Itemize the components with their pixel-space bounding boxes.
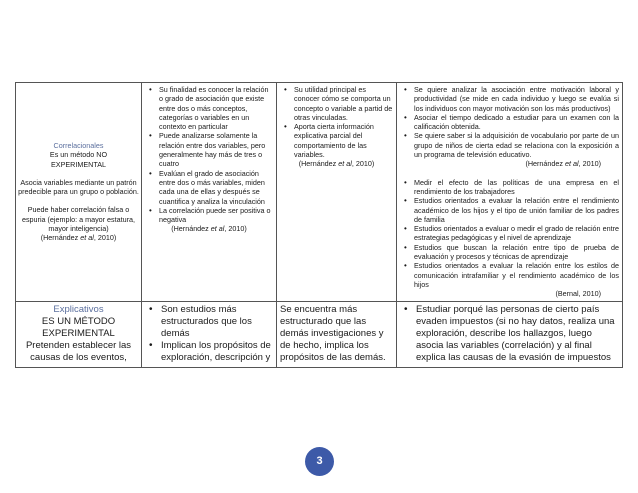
- citation: (Hernández et al, 2010): [298, 159, 375, 169]
- table-row: [16, 83, 623, 302]
- list-item: • Puede analizarse solamente la relación entre dos variables, pero generalmente hay más de tres o cuatro: [145, 131, 273, 168]
- list-item: • Asociar el tiempo dedicado a estudiar para un examen con la calificación obtenida.: [400, 113, 619, 132]
- list-item: • Estudiar porqué las personas de cierto país evaden impuestos (si no hay datos, realiza una exploración, describe los hallazgos, luego asocia las variables (correlación) y al final explica las causas de la evasión de impuestos: [400, 304, 619, 365]
- list-item: • Estudios orientados a evaluar la relación entre los estilos de comunicación intrafamiliar y el rendimiento académico de los hijos: [400, 261, 619, 289]
- category-cell-correlacionales: [16, 83, 142, 302]
- table-row: [16, 301, 623, 367]
- citation: (Hernández et al, 2010): [40, 233, 117, 243]
- category-subtitle: ES UN MÉTODO: [41, 315, 116, 327]
- list-item: • Su finalidad es conocer la relación o grado de asociación que existe entre dos o más conceptos, categorías o variables en un contexto en particular: [145, 85, 273, 131]
- list-item: • Se quiere saber si la adquisición de vocabulario por parte de un grupo de niños de cierta edad se relaciona con la exposición a un programa de televisión educativo.: [400, 131, 619, 159]
- category-description: Pretenden establecer las causas de los eventos,: [25, 340, 132, 364]
- list-item: • La correlación puede ser positiva o negativa: [145, 206, 273, 225]
- category-description: Puede haber correlación falsa o espuria (ejemplo: a mayor estatura, mayor inteligencia): [21, 205, 136, 233]
- category-subtitle: EXPERIMENTAL: [42, 327, 115, 339]
- list-item: • Son estudios más estructurados que los demás: [145, 304, 273, 341]
- page-number-badge: 3: [305, 447, 334, 476]
- bullet-list: [145, 304, 273, 365]
- utility-cell: [277, 83, 397, 302]
- category-cell-explicativos: [16, 301, 142, 367]
- list-item: • Evalúan el grado de asociación entre dos o más variables, miden cada una de ellas y después se cuantifica y analiza la vinculación: [145, 169, 273, 206]
- list-item: • Implican los propósitos de exploración, descripción y: [145, 340, 273, 364]
- list-item: • Aporta cierta información explicativa parcial del comportamiento de las variables.: [280, 122, 393, 159]
- characteristics-cell: [142, 83, 277, 302]
- utility-cell: [277, 301, 397, 367]
- examples-cell: [397, 83, 623, 302]
- citation: (Hernández et al, 2010): [171, 224, 247, 234]
- category-subtitle: Es un método NO: [49, 150, 108, 160]
- bullet-list: [400, 85, 619, 159]
- utility-text: Se encuentra más estructurado que las demás investigaciones y de hecho, implica los propósitos de las demás.: [280, 303, 386, 364]
- examples-cell: [397, 301, 623, 367]
- citation: (Bernal, 2010): [555, 289, 601, 299]
- category-title: Correlacionales: [53, 140, 104, 150]
- list-item: • Estudios que buscan la relación entre tipo de prueba de evaluación y procesos y técnicas de aprendizaje: [400, 243, 619, 262]
- list-item: • Estudios orientados a evaluar o medir el grado de relación entre estrategias pedagógicas y el nivel de aprendizaje: [400, 224, 619, 243]
- list-item: • Estudios orientados a evaluar la relación entre el rendimiento académico de los hijos y el tipo de unión familiar de los padres de familia: [400, 196, 619, 224]
- bullet-list: [400, 304, 619, 365]
- list-item: • Se quiere analizar la asociación entre motivación laboral y productividad (se mide en cada individuo y luego se evalúa si los individuos con mayor motivación son los más productivos): [400, 85, 619, 113]
- characteristics-cell: [142, 301, 277, 367]
- list-item: • Medir el efecto de las políticas de una empresa en el rendimiento de los trabajadores: [400, 178, 619, 197]
- citation: (Hernández et al, 2010): [525, 159, 601, 169]
- category-description: Asocia variables mediante un patrón predecible para un grupo o población.: [18, 177, 139, 197]
- bullet-list: [400, 178, 619, 290]
- bullet-list: [145, 85, 273, 224]
- category-title: Explicativos: [53, 303, 104, 315]
- category-subtitle: EXPERIMENTAL: [51, 159, 106, 169]
- list-item: • Su utilidad principal es conocer cómo se comporta un concepto o variable a partid de otras vinculadas.: [280, 85, 393, 122]
- methods-table: [15, 82, 623, 368]
- bullet-list: [280, 85, 393, 159]
